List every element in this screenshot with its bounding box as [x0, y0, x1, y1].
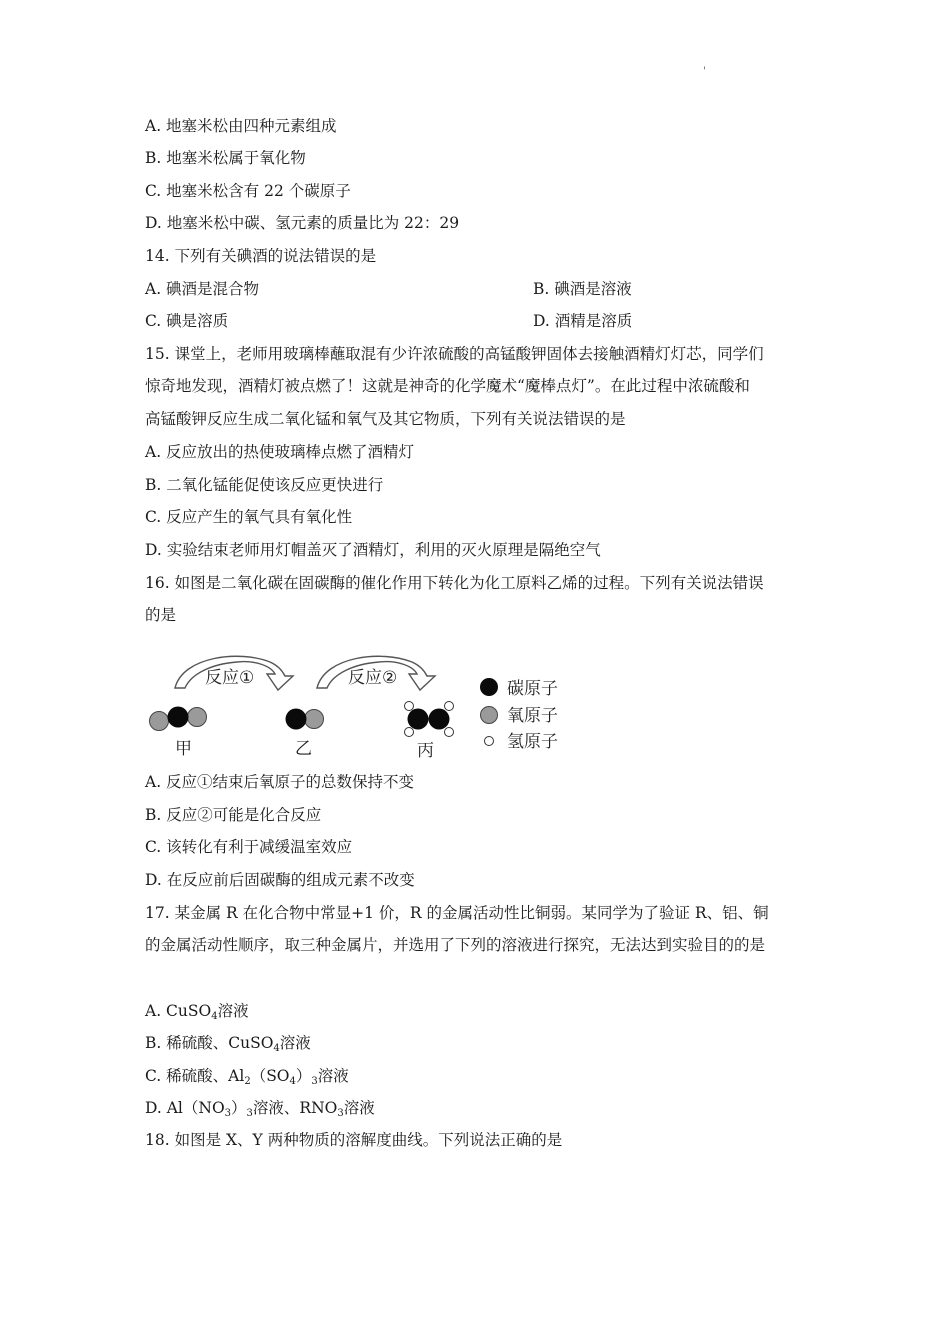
legend-oxygen-label: 氧原子 — [507, 706, 558, 726]
reaction-diagram — [145, 646, 575, 766]
molecule-bing — [405, 702, 454, 762]
reaction-2-arrow — [317, 656, 435, 690]
legend-hydrogen-label: 氢原子 — [507, 732, 558, 752]
oxygen-atom — [305, 710, 324, 729]
q17-option-b: B. 稀硫酸、CuSO$_4$溶液 — [145, 1034, 311, 1054]
legend-hydrogen-swatch — [485, 737, 494, 746]
q17-option-d: D. $Al(NO_3)_3$溶液、$RNO_3$溶液 — [145, 1099, 375, 1119]
reaction-2-label: 反应② — [348, 668, 398, 688]
oxygen-atom — [188, 708, 207, 727]
legend-oxygen-swatch — [481, 707, 498, 724]
hydrogen-atom — [445, 728, 454, 737]
carbon-atom — [429, 709, 450, 730]
legend-carbon-label: 碳原子 — [507, 679, 558, 699]
q13-option-b: B. 地塞米松属于氧化物 — [145, 149, 306, 167]
q15-option-a: A. 反应放出的热使玻璃棒点燃了酒精灯 — [145, 443, 415, 461]
q13-option-c: C. 地塞米松含有 22 个碳原子 — [145, 182, 351, 200]
reaction-1-label: 反应① — [205, 668, 255, 688]
q17-option-c: C. 稀硫酸、$Al_2(SO_4)_3$溶液 — [145, 1067, 349, 1087]
q17-stem-line-2: 的金属活动性顺序，取三种金属片，并选用了下列的溶液进行探究，无法达到实验目的的是 — [145, 936, 766, 954]
q13-option-d: D. 地塞米松中碳、氢元素的质量比为 22：29 — [145, 214, 460, 232]
q16-stem-line-2: 的是 — [145, 606, 177, 624]
carbon-atom — [408, 709, 429, 730]
q14-option-c: C. 碘是溶质 — [145, 312, 229, 330]
reaction-1-arrow — [175, 656, 293, 690]
q14-option-d: D. 酒精是溶质 — [533, 312, 633, 330]
q14-option-a: A. 碘酒是混合物 — [145, 280, 260, 298]
carbon-atom — [286, 709, 307, 730]
q16-option-b: B. 反应②可能是化合反应 — [145, 806, 322, 824]
molecule-yi — [286, 709, 324, 760]
q16-option-c: C. 该转化有利于减缓温室效应 — [145, 838, 353, 856]
q14-stem: 14. 下列有关碘酒的说法错误的是 — [145, 247, 377, 265]
page-mark: ' — [703, 66, 706, 77]
hydrogen-atom — [445, 702, 454, 711]
oxygen-atom — [150, 712, 169, 731]
hydrogen-atom — [405, 702, 414, 711]
q15-stem-line-3: 高锰酸钾反应生成二氧化锰和氧气及其它物质，下列有关说法错误的是 — [145, 410, 626, 428]
legend-carbon-swatch — [480, 678, 498, 696]
hydrogen-atom — [405, 728, 414, 737]
q16-option-d: D. 在反应前后固碳酶的组成元素不改变 — [145, 871, 415, 889]
label-jia: 甲 — [175, 739, 192, 759]
q16-stem-line-1: 16. 如图是二氧化碳在固碳酶的催化作用下转化为化工原料乙烯的过程。下列有关说法错误 — [145, 574, 764, 592]
label-bing: 丙 — [417, 741, 434, 761]
molecule-jia — [150, 707, 207, 760]
q15-stem-line-1: 15. 课堂上，老师用玻璃棒蘸取混有少许浓硫酸的高锰酸钾固体去接触酒精灯灯芯，同学们 — [145, 345, 764, 363]
q15-option-c: C. 反应产生的氧气具有氧化性 — [145, 508, 353, 526]
q15-option-b: B. 二氧化锰能促使该反应更快进行 — [145, 476, 384, 494]
atom-legend — [480, 678, 558, 752]
q15-option-d: D. 实验结束老师用灯帽盖灭了酒精灯，利用的灭火原理是隔绝空气 — [145, 541, 601, 559]
q15-stem-line-2: 惊奇地发现，酒精灯被点燃了！这就是神奇的化学魔术“魔棒点灯”。在此过程中浓硫酸和 — [145, 377, 750, 395]
q18-stem: 18. 如图是 X、Y 两种物质的溶解度曲线。下列说法正确的是 — [145, 1131, 563, 1149]
q14-option-b: B. 碘酒是溶液 — [533, 280, 632, 298]
q17-stem-line-1: 17. 某金属 R 在化合物中常显+1 价，R 的金属活动性比铜弱。某同学为了验证 R、铝、铜 — [145, 904, 769, 922]
label-yi: 乙 — [295, 739, 312, 759]
q13-option-a: A. 地塞米松由四种元素组成 — [145, 117, 337, 135]
q17-option-a: A. CuSO$_4$溶液 — [145, 1002, 249, 1022]
carbon-atom — [168, 707, 189, 728]
q16-option-a: A. 反应①结束后氧原子的总数保持不变 — [145, 773, 415, 791]
